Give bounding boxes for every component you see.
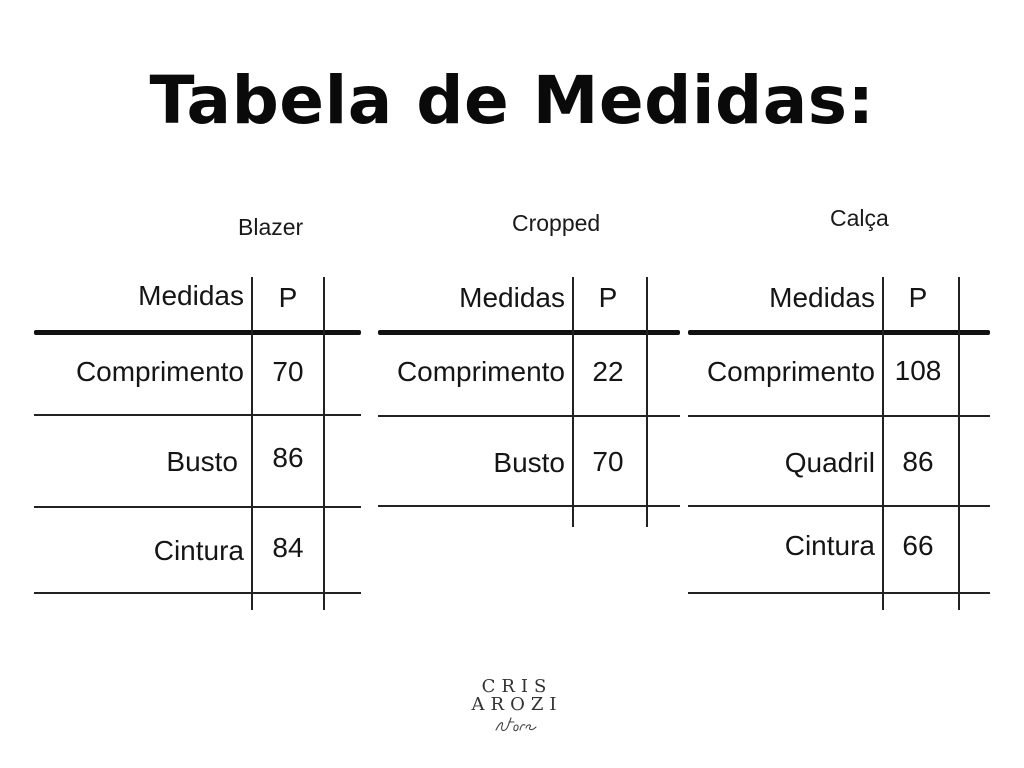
- header-measures-label: Medidas: [769, 282, 875, 313]
- header-size-label: P: [908, 282, 928, 313]
- table-title-blazer: Blazer: [238, 214, 304, 240]
- row-value: 66: [902, 530, 934, 561]
- row-label: Busto: [166, 446, 238, 477]
- row-value: 86: [902, 446, 934, 477]
- header-size-label: P: [278, 282, 298, 313]
- row-divider: [688, 592, 990, 594]
- column-divider: [882, 277, 884, 610]
- column-divider: [572, 277, 574, 527]
- column-divider: [646, 277, 648, 527]
- row-divider: [34, 592, 361, 594]
- header-size-label: P: [598, 282, 618, 313]
- row-label: Quadril: [784, 447, 875, 478]
- row-label: Comprimento: [75, 356, 244, 387]
- row-value: 86: [272, 442, 304, 473]
- row-divider: [378, 505, 680, 507]
- header-measures-label: Medidas: [459, 282, 565, 313]
- table-title-cropped: Cropped: [512, 210, 601, 236]
- row-value: 70: [272, 356, 304, 387]
- header-measures-label: Medidas: [138, 280, 244, 311]
- row-label: Comprimento: [396, 356, 565, 387]
- logo-line-2: AROZI: [471, 694, 563, 715]
- row-value: 22: [592, 356, 624, 387]
- row-label: Cintura: [153, 535, 244, 566]
- row-label: Comprimento: [706, 356, 875, 387]
- column-divider: [323, 277, 325, 610]
- page-title: Tabela de Medidas:: [149, 62, 875, 139]
- row-value: 108: [894, 355, 942, 386]
- brand-logo: [462, 676, 572, 746]
- header-divider: [688, 330, 990, 335]
- logo-script-store: [492, 712, 544, 738]
- row-divider: [688, 505, 990, 507]
- row-divider: [688, 415, 990, 417]
- row-divider: [34, 506, 361, 508]
- logo-line-1: CRIS: [481, 676, 553, 697]
- table-title-calca: Calça: [830, 205, 889, 231]
- header-divider: [34, 330, 361, 335]
- row-label: Busto: [493, 447, 565, 478]
- row-divider: [378, 415, 680, 417]
- row-divider: [34, 414, 361, 416]
- header-divider: [378, 330, 680, 335]
- column-divider: [958, 277, 960, 610]
- row-value: 84: [272, 532, 304, 563]
- row-label: Cintura: [784, 530, 875, 561]
- row-value: 70: [592, 446, 624, 477]
- column-divider: [251, 277, 253, 610]
